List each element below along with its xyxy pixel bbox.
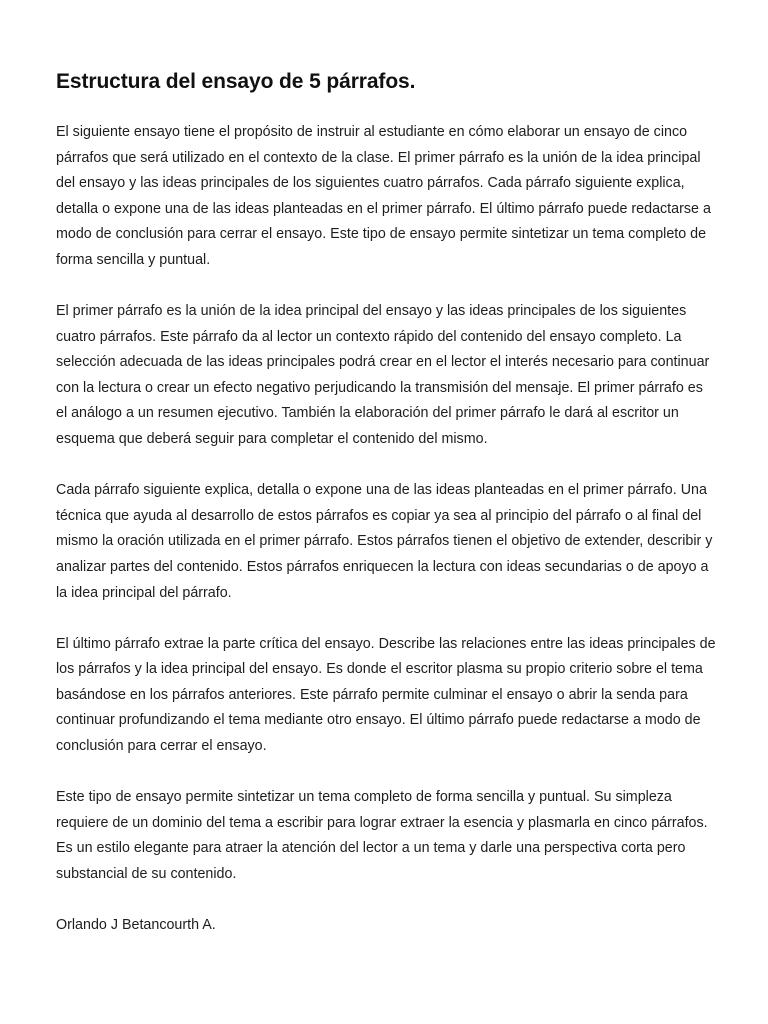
paragraph-last: El último párrafo extrae la parte crítica del ensayo. Describe las relaciones entre las ideas principales de los párrafos y la idea principal del ensayo. Es donde el escritor plasma su propio criterio sobre el tema basándose en los párrafos anteriores. Este párrafo permite culminar el ensayo o abrir la senda para continuar profundizando el tema mediante otro ensayo. El último párrafo puede redactarse a modo de conclusión para cerrar el ensayo. <box>56 635 716 754</box>
paragraph-conclusion: Este tipo de ensayo permite sintetizar un tema completo de forma sencilla y puntual. Su simpleza requiere de un dominio del tema a escribir para lograr extraer la esencia y plasmarla en cinco párrafos. Es un estilo elegante para atraer la atención del lector a un tema y darle una perspectiva corta pero substancial de su contenido. <box>56 789 708 882</box>
paragraph-first: El primer párrafo es la unión de la idea principal del ensayo y las ideas principales de los siguientes cuatro párrafos. Este párrafo da al lector un contexto rápido del contenido del ensayo completo. La selección adecuada de las ideas principales podrá crear en el lector el interés necesario para continuar con la lectura o crear un efecto negativo perjudicando la transmisión del mensaje. El primer párrafo es el análogo a un resumen ejecutivo. También la elaboración del primer párrafo le dará al escritor un esquema que deberá seguir para completar el contenido del mismo. <box>56 303 710 448</box>
document-page <box>56 66 716 939</box>
author-signature: Orlando J Betancourth A. <box>56 916 216 933</box>
paragraph-intro: El siguiente ensayo tiene el propósito de instruir al estudiante en cómo elaborar un ensayo de cinco párrafos que será utilizado en el contexto de la clase. El primer párrafo es la unión de la idea principal del ensayo y las ideas principales de los siguientes cuatro párrafos. Cada párrafo siguiente explica, detalla o expone una de las ideas planteadas en el primer párrafo. El último párrafo puede redactarse a modo de conclusión para cerrar el ensayo. Este tipo de ensayo permite sintetizar un tema completo de forma sencilla y puntual. <box>56 124 711 268</box>
document-title: Estructura del ensayo de 5 párrafos. <box>56 70 416 93</box>
paragraph-body: Cada párrafo siguiente explica, detalla o expone una de las ideas planteadas en el primer párrafo. Una técnica que ayuda al desarrollo de estos párrafos es copiar ya sea al principio del párrafo o al final del mismo la oración utilizada en el primer párrafo. Estos párrafos tienen el objetivo de extender, describir y analizar partes del contenido. Estos párrafos enriquecen la lectura con ideas secundarias o de apoyo a la idea principal del párrafo. <box>56 482 713 601</box>
